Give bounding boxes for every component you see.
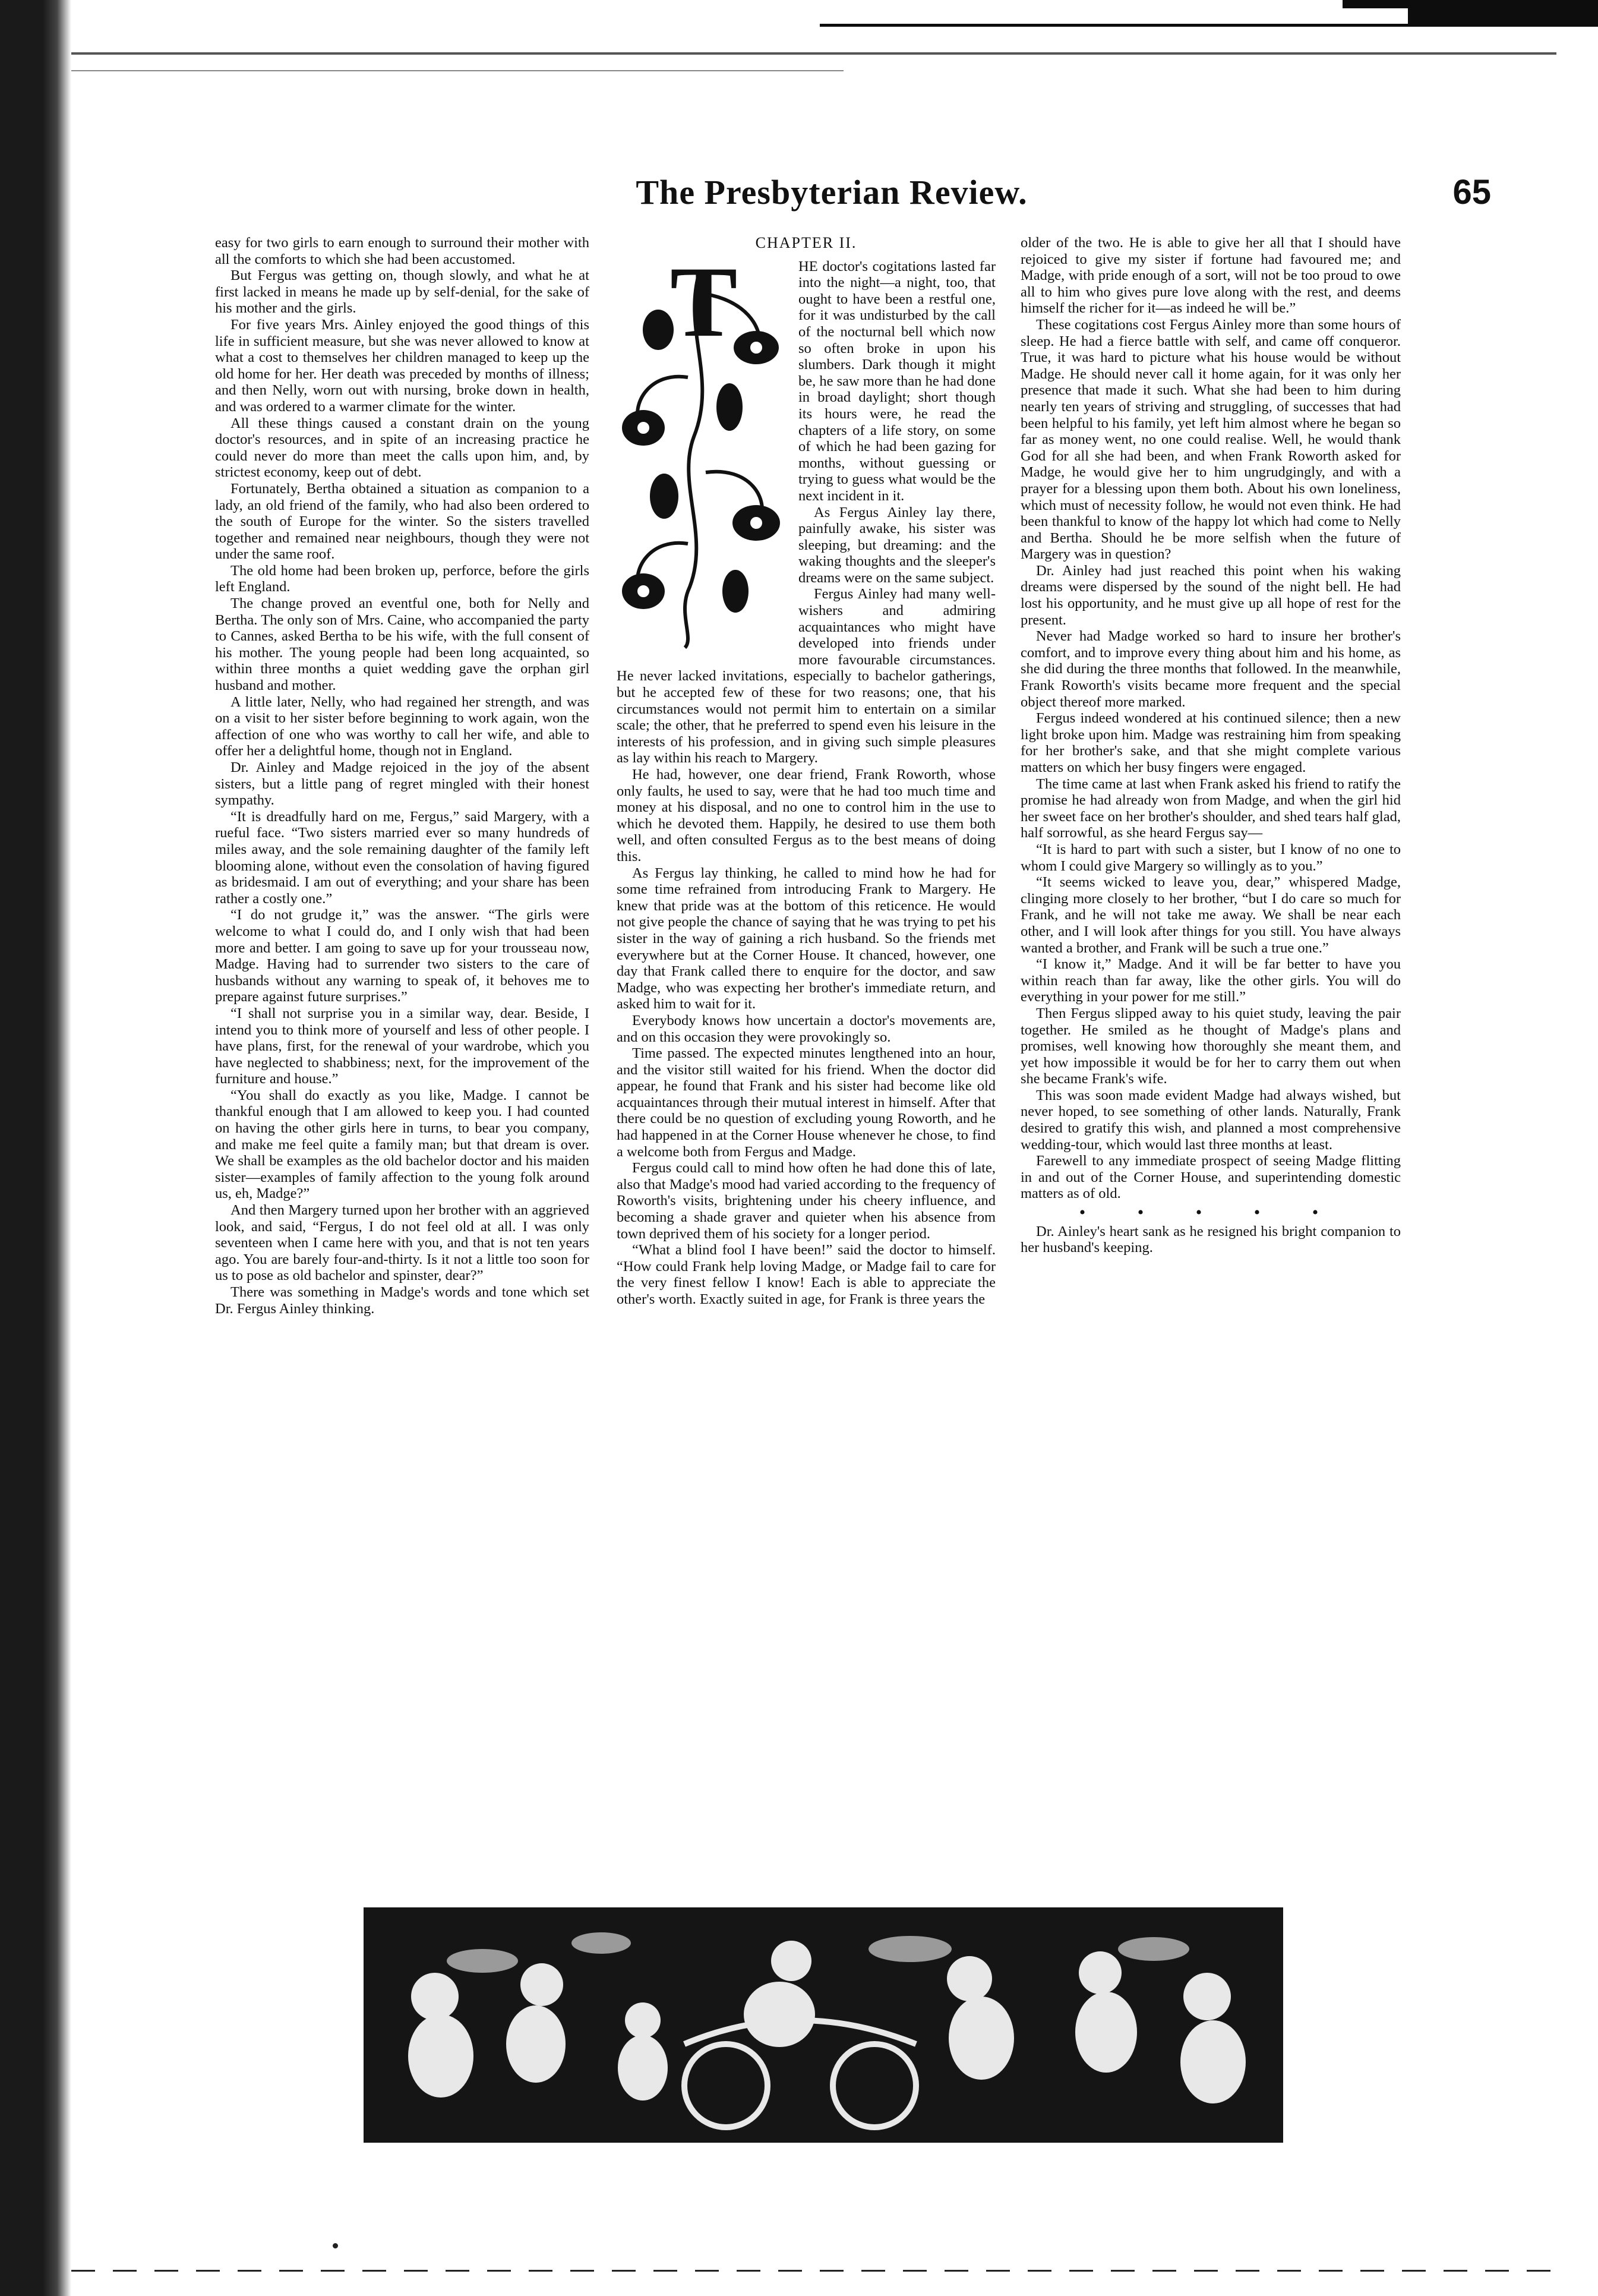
paragraph: “I shall not surprise you in a similar way, dear. Beside, I intend you to think more of yourself and less of other people. I have plans, first, for the renewal of your wardrobe, which you have neglected to shabbiness; next, for the improvement of the furniture and house.”	[215, 1005, 589, 1087]
floral-ornament-icon	[617, 258, 789, 651]
paragraph: He had, however, one dear friend, Frank Roworth, whose only faults, he used to say, were that he had too much time and money at his disposal, and no one to control him in the use to which he devoted them. Happily, he desired to use them both well, and often consulted Fergus as to the best means of doing this.	[617, 767, 996, 865]
paragraph: The change proved an eventful one, both for Nelly and Bertha. The only son of Mrs. Caine, who accompanied the party to Cannes, asked Bertha to be his wife, with the full consent of his mother. The young people had been long acquainted, so within three months a quiet wedding gave the orphan girl husband and mother.	[215, 595, 589, 694]
paragraph: Dr. Ainley's heart sank as he resigned his bright companion to her husband's keeping.	[1021, 1223, 1401, 1256]
paragraph: “I know it,” Madge. And it will be far better to have you within reach than far away, like the other girls. You will do everything in your power for me still.”	[1021, 956, 1401, 1005]
chapter-heading: CHAPTER II.	[755, 234, 857, 251]
section-separator: • • • • •	[1079, 1203, 1343, 1223]
paragraph: Time passed. The expected minutes lengthened into an hour, and the visitor still waited for his friend. When the doctor did appear, he found that Frank and his sister had become like old acquaintances through their mutual interest in himself. After that there could be no question of excluding young Roworth, and he had happened in at the Corner House whenever he chose, to find a welcome both from Fergus and Madge.	[617, 1045, 996, 1160]
paragraph: But Fergus was getting on, though slowly, and what he at first lacked in means he made up by self-denial, for the sake of his mother and the girls.	[215, 267, 589, 317]
paragraph: There was something in Madge's words and tone which set Dr. Fergus Ainley thinking.	[215, 1284, 589, 1317]
drop-cap-letter: T	[670, 258, 738, 358]
paragraph: And then Margery turned upon her brother with an aggrieved look, and said, “Fergus, I do not feel old at all. I was only seventeen when I came here with you, and that is not ten years ago. You are barely four-and-thirty. Is it not a little too soon for us to pose as old bachelor and spinster, dear?”	[215, 1202, 589, 1284]
page-header	[149, 172, 1515, 220]
paragraph: Fergus could call to mind how often he had done this of late, also that Madge's mood had varied according to the frequency of Roworth's visits, brightening under his cheery influence, and becoming a shade graver and quieter when his absence from town deprived them of his society for a longer period.	[617, 1160, 996, 1242]
paragraph: Fergus indeed wondered at his continued silence; then a new light broke upon him. Madge was restraining him from speaking for her brother's sake, and that she might complete various matters on which her busy fingers were engaged.	[1021, 710, 1401, 775]
cherubs-chariot-icon	[364, 1907, 1283, 2143]
paragraph: Farewell to any immediate prospect of seeing Madge flitting in and out of the Corner House, and superintending domestic matters as of old.	[1021, 1153, 1401, 1202]
paragraph: Then Fergus slipped away to his quiet study, leaving the pair together. He smiled as he thought of Madge's plans and promises, well knowing how thoroughly she meant them, and yet how impossible it would be for her to carry them out when she became Frank's wife.	[1021, 1005, 1401, 1087]
scan-artifact	[820, 24, 1598, 27]
scan-artifact	[1343, 0, 1598, 8]
paragraph: As Fergus lay thinking, he called to mind how he had for some time refrained from introducing Frank to Margery. He knew that pride was at the bottom of this reticence. He would not give people the chance of saying that he was trying to pet his sister in the way of gaining a rich husband. So the friends met everywhere but at the Corner House. It chanced, however, one day that Frank called there to enquire for the doctor, and saw Madge, who was expecting her brother's immediate return, and asked him to wait for it.	[617, 865, 996, 1013]
scan-artifact	[1408, 8, 1598, 24]
paragraph: HE doctor's cogitations lasted far into the night—a night, too, that ought to have been a restful one, for it was undisturbed by the call of the nocturnal bell which now so often broke in upon his slumbers. Dark though it might be, he saw more than he had done in broad daylight; short though its hours were, he read the chapters of a life story, on some of which he had been gazing for months, without guessing or trying to guess what would be the next incident in it.	[798, 258, 996, 504]
paragraph: Dr. Ainley and Madge rejoiced in the joy of the absent sisters, but a little pang of regret mingled with their honest sympathy.	[215, 759, 589, 809]
paragraph: The old home had been broken up, perforce, before the girls left England.	[215, 562, 589, 595]
paragraph: “I do not grudge it,” was the answer. “The girls were welcome to what I could do, and I only wish that had been more and better. I am going to save up for your trousseau now, Madge. Having had to surrender two sisters to the care of husbands without any warning to speak of, it behoves me to prepare against future surprises.”	[215, 907, 589, 1005]
paragraph: Never had Madge worked so hard to insure her brother's comfort, and to improve every thing about him and his home, as she did during the three months that followed. In the meanwhile, Frank Roworth's visits became more frequent and the special object thereof more marked.	[1021, 628, 1401, 710]
paragraph: easy for two girls to earn enough to surround their mother with all the comforts to which she had been accustomed.	[215, 235, 589, 267]
scan-bottom-edge	[71, 2270, 1556, 2272]
paragraph: As Fergus Ainley lay there, painfully awake, his sister was sleeping, but dreaming: and the waking thoughts and the sleeper's dreams were on the same subject.	[798, 504, 996, 586]
cherub-frieze-illustration	[364, 1907, 1283, 2143]
paragraph: “It is hard to part with such a sister, but I know of no one to whom I could give Margery so willingly as to you.”	[1021, 841, 1401, 874]
paragraph: “You shall do exactly as you like, Madge. I cannot be thankful enough that I am allowed to keep you. I had counted on having the other girls here in turns, to bear you company, and make me feel quite a family man; but that dream is over. We shall be examples as the old bachelor doctor and his maiden sister—examples of family affection to the young folk around us, eh, Madge?”	[215, 1087, 589, 1202]
scan-artifact	[71, 70, 844, 71]
scan-artifact	[71, 52, 1556, 55]
text-column-1	[215, 235, 589, 1317]
text-column-3	[1021, 235, 1401, 1256]
paragraph: Dr. Ainley had just reached this point when his waking dreams were dispersed by the sound of the night bell. He had lost his opportunity, and he must give up all hope of rest for the present.	[1021, 562, 1401, 628]
scan-edge	[0, 0, 71, 2296]
floral-drop-cap	[617, 258, 789, 651]
paragraph: The time came at last when Frank asked his friend to ratify the promise he had already won from Madge, and when the girl hid her sweet face on her brother's shoulder, and shed tears half glad, half sorrowful, as she heard Fergus say—	[1021, 775, 1401, 841]
paragraph: Everybody knows how uncertain a doctor's movements are, and on this occasion they were provokingly so.	[617, 1012, 996, 1045]
paragraph: older of the two. He is able to give her all that I should have rejoiced to give my sister if fortune had favoured me; and Madge, with pride enough of a sort, will not be too proud to owe all to him who gives pure love along with the rest, and deems himself the richer for it—as indeed he will be.”	[1021, 235, 1401, 317]
paragraph: “What a blind fool I have been!” said the doctor to himself. “How could Frank help loving Madge, or Madge fail to care for the very finest fellow I know! Each is able to appreciate the other's worth. Exactly suited in age, for Frank is three years the	[617, 1242, 996, 1307]
paragraph: Fergus Ainley had many well-wishers and admiring acquaintances who might have developed into friends under more favourable circumstances. He never lacked invitations, especially to bachelor gatherings, but he accepted few of these for two reasons; one, that his circumstances would not permit him to entertain on a similar scale; the other, that he preferred to spend even his leisure in the interests of his profession, and in giving such simple pleasures as lay within his reach to Margery.	[617, 586, 996, 767]
text-column-2	[617, 235, 996, 1308]
paragraph: “It seems wicked to leave you, dear,” whispered Madge, clinging more closely to her brother, “but I do care so much for Frank, and he will not take me away. We shall be near each other, and I will look after things for you still. You have always wanted a brother, and Frank will be such a true one.”	[1021, 874, 1401, 956]
print-speck	[333, 2243, 338, 2248]
paragraph: “It is dreadfully hard on me, Fergus,” said Margery, with a rueful face. “Two sisters married ever so many hundreds of miles away, and the sole remaining daughter of the family left blooming alone, without even the consolation of having figured as bridesmaid. I am out of everything; and your share has been rather a costly one.”	[215, 808, 589, 907]
page-title: The Presbyterian Review.	[636, 173, 1028, 212]
page-number: 65	[1452, 173, 1491, 212]
paragraph: Fortunately, Bertha obtained a situation as companion to a lady, an old friend of the family, who had also been ordered to the south of Europe for the winter. So the sisters travelled together and remained near neighbours, though they were not under the same roof.	[215, 480, 589, 563]
paragraph: A little later, Nelly, who had regained her strength, and was on a visit to her sister before beginning to work again, won the affection of one who was worthy to call her wife, and able to offer her a delightful home, though not in England.	[215, 693, 589, 759]
paragraph: All these things caused a constant drain on the young doctor's resources, and in spite of an increasing practice he could never do more than meet the calls upon him, and, by strictest economy, keep out of debt.	[215, 415, 589, 481]
paragraph: This was soon made evident Madge had always wished, but never hoped, to see something of other lands. Naturally, Frank desired to gratify this wish, and planned a most comprehensive wedding-tour, which would last three months at least.	[1021, 1087, 1401, 1153]
paragraph: These cogitations cost Fergus Ainley more than some hours of sleep. He had a fierce battle with self, and came off conqueror. True, it was hard to picture what his house would be without Madge. He should never call it home again, for it was only her presence that made it such. What she had been to him during nearly ten years of striving and struggling, of successes that had been helpful to his family, yet left him almost where he began so far as money went, no one could realise. Well, he would thank God for all she had been, and when Frank Roworth asked for Madge, he would give her to him ungrudgingly, and with a prayer for a blessing upon them both. About his own loneliness, which must of necessity follow, he would not even think. He had been thankful to know of the happy lot which had come to Nelly and Bertha. Should he be more selfish when the future of Margery was in question?	[1021, 316, 1401, 563]
paragraph: For five years Mrs. Ainley enjoyed the good things of this life in sufficient measure, but she was never allowed to know at what a cost to themselves her children managed to keep up the old home for her. Her death was preceded by months of illness; and then Nelly, worn out with nursing, broke down in health, and was ordered to a warmer climate for the winter.	[215, 316, 589, 415]
